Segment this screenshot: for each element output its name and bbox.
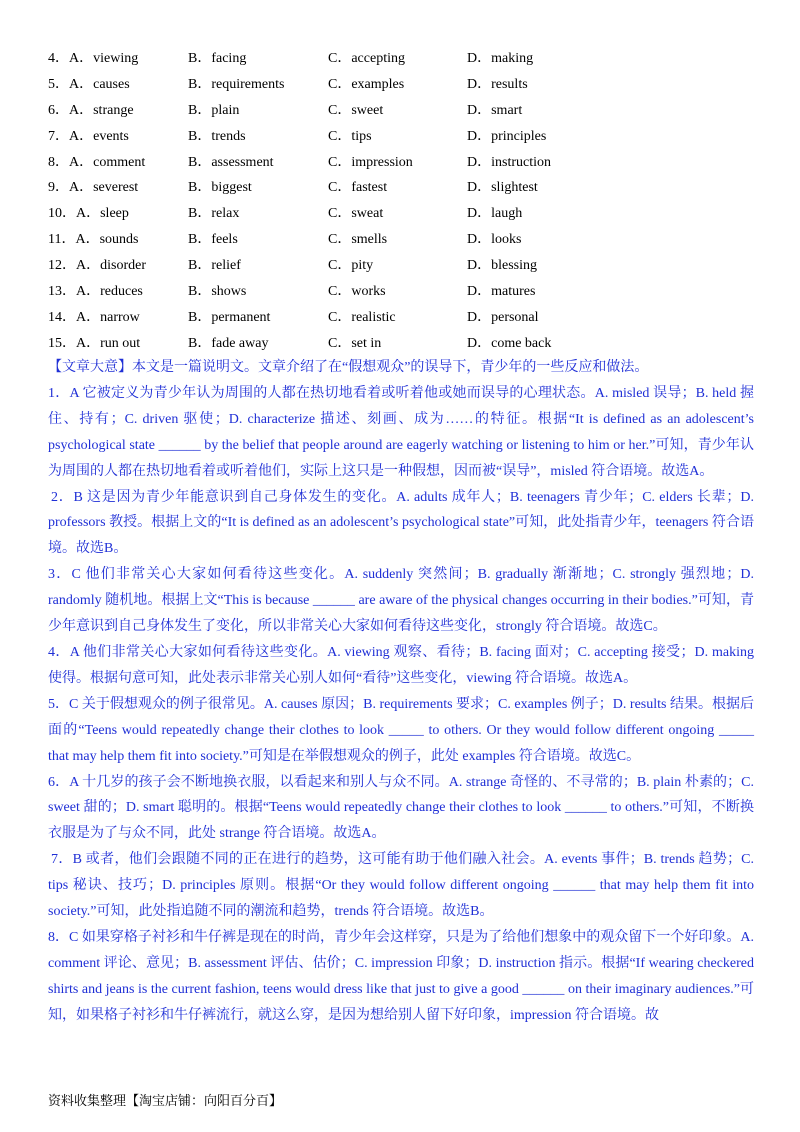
option-row [48,124,768,150]
article-summary: 【文章大意】本文是一篇说明文。文章介绍了在“假想观众”的误导下，青少年的一些反应和做法。 [48,360,649,375]
explanation-item: 7．B 或者，他们会跟随不同的正在进行的趋势，这可能有助于他们融入社会。A. events 事件；B. trends 趋势；C. tips 秘诀、技巧；D. principles 原则。根据“Or they would follow different ongoing ______ that may help them fit into society.”可知，此处指追随不同的潮流和趋势，trends 符合语境。故选B。 [48,852,754,920]
option-a: 9．A．severest [48,180,139,196]
option-row [48,175,768,201]
option-d: D．laugh [467,206,523,222]
option-row [48,305,768,331]
option-c: C．set in [328,335,382,351]
option-a: 4．A．viewing [48,51,139,66]
option-a: 12．A．disorder [48,258,146,274]
option-b: B．relief [188,258,241,274]
option-b: B．trends [188,128,246,144]
option-d: D．making [467,51,534,66]
option-d: D．looks [467,232,522,248]
option-d: D．instruction [467,154,551,170]
option-b: B．facing [188,51,247,66]
option-d: D．blessing [467,258,537,274]
explanation-item: 8．C 如果穿格子衬衫和牛仔裤是现在的时尚，青少年会这样穿，只是为了给他们想象中的观众留下一个好印象。A. comment 评论、意见；B. assessment 评估、估价；C. impression 印象；D. instruction 指示。根据“If wearing checkered shirts and jeans is the current fashion, teens would dress like that just to give a good ______ on their imaginary audiences.”可知，如果格子衬衫和牛仔裤流行，就这么穿，是因为想给别人留下好印象，impression 符合语境。故 [48,929,754,1023]
option-row [48,98,768,124]
option-row [48,331,768,357]
option-row [48,150,768,176]
option-a: 14．A．narrow [48,309,140,325]
explanation-item: 3．C 他们非常关心大家如何看待这些变化。A. suddenly 突然间；B. gradually 渐渐地；C. strongly 强烈地；D. randomly 随机地。根据上文“This is because ______ are aware of the physical changes occurring in their bodies.”可知，青少年意识到自己身体发生了变化，所以非常关心大家如何看待这些变化，strongly 符合语境。故选C。 [48,567,754,635]
option-row [48,46,768,72]
explanation-item: 6．A 十几岁的孩子会不断地换衣服，以看起来和别人与众不同。A. strange 奇怪的、不寻常的；B. plain 朴素的；C. sweet 甜的；D. smart 聪明的。根据“Teens would repeatedly change their clothes to look ______ to others.”可知，不断换衣服是为了与众不同，此处 strange 符合语境。故选A。 [48,774,754,842]
option-d: D．principles [467,128,547,144]
option-c: C．pity [328,258,374,274]
option-c: C．sweet [328,102,384,118]
analysis-section [48,355,754,1029]
option-row [48,227,768,253]
option-a: 8．A．comment [48,154,146,170]
option-b: B．plain [188,102,240,118]
option-c: C．sweat [328,206,384,222]
option-c: C．works [328,284,386,300]
option-a: 7．A．events [48,128,129,144]
option-a: 11．A．sounds [48,232,139,248]
option-c: C．realistic [328,309,396,325]
option-c: C．impression [328,154,413,170]
option-row [48,201,768,227]
option-a: 6．A．strange [48,102,134,118]
option-row [48,253,768,279]
option-a: 5．A．causes [48,76,130,92]
option-c: C．accepting [328,51,405,66]
option-a: 15．A．run out [48,335,141,351]
option-b: B．feels [188,232,238,248]
option-b: B．assessment [188,154,274,170]
option-b: B．requirements [188,76,285,92]
option-d: D．matures [467,284,536,300]
option-d: D．slightest [467,180,538,196]
option-c: C．tips [328,128,372,144]
option-a: 10．A．sleep [48,206,129,222]
option-d: D．results [467,76,528,92]
explanation-item: 1．A 它被定义为青少年认为周围的人都在热切地看着或听着他或她而误导的心理状态。A. misled 误导；B. held 握住、持有；C. driven 驱使；D. characterize 描述、刻画、成为……的特征。根据“It is defined as an adolescent’s psychological state ______ by the belief that people around are eagerly watching or listening to him or her.”可知，青少年认为周围的人都在热切地看着或听着他们，实际上这只是一种假想，因而被“误导”，misled 符合语境。故选A。 [48,385,754,479]
option-b: B．permanent [188,309,271,325]
page-footer: 资料收集整理【淘宝店铺：向阳百分百】 [48,1094,283,1109]
explanation-item: 5．C 关于假想观众的例子很常见。A. causes 原因；B. requirements 要求；C. examples 例子；D. results 结果。根据后面的“Teens would repeatedly change their clothes to look _____ to others. Or they would follow different ongoing _____ that may help them fit into society.”可知是在举假想观众的例子，此处 examples 符合语境。故选C。 [48,696,754,764]
option-a: 13．A．reduces [48,284,143,300]
option-b: B．shows [188,284,247,300]
option-c: C．smells [328,232,388,248]
explanations-list [48,381,754,1029]
option-c: C．fastest [328,180,388,196]
answer-options [48,46,768,357]
explanation-item: 4．A 他们非常关心大家如何看待这些变化。A. viewing 观察、看待；B. facing 面对；C. accepting 接受；D. making 使得。根据句意可知，此处表示非常关心别人如何“看待”这些变化，viewing 符合语境。故选A。 [48,644,754,686]
option-d: D．come back [467,335,552,351]
option-c: C．examples [328,76,405,92]
option-row [48,279,768,305]
option-b: B．biggest [188,180,252,196]
option-b: B．fade away [188,335,269,351]
option-row [48,72,768,98]
option-d: D．smart [467,102,523,118]
option-d: D．personal [467,309,539,325]
option-b: B．relax [188,206,240,222]
explanation-item: 2．B 这是因为青少年能意识到自己身体发生的变化。A. adults 成年人；B. teenagers 青少年；C. elders 长辈；D. professors 教授。根据上文的“It is defined as an adolescent’s psychological state”可知，此处指青少年，teenagers 符合语境。故选B。 [48,489,754,557]
